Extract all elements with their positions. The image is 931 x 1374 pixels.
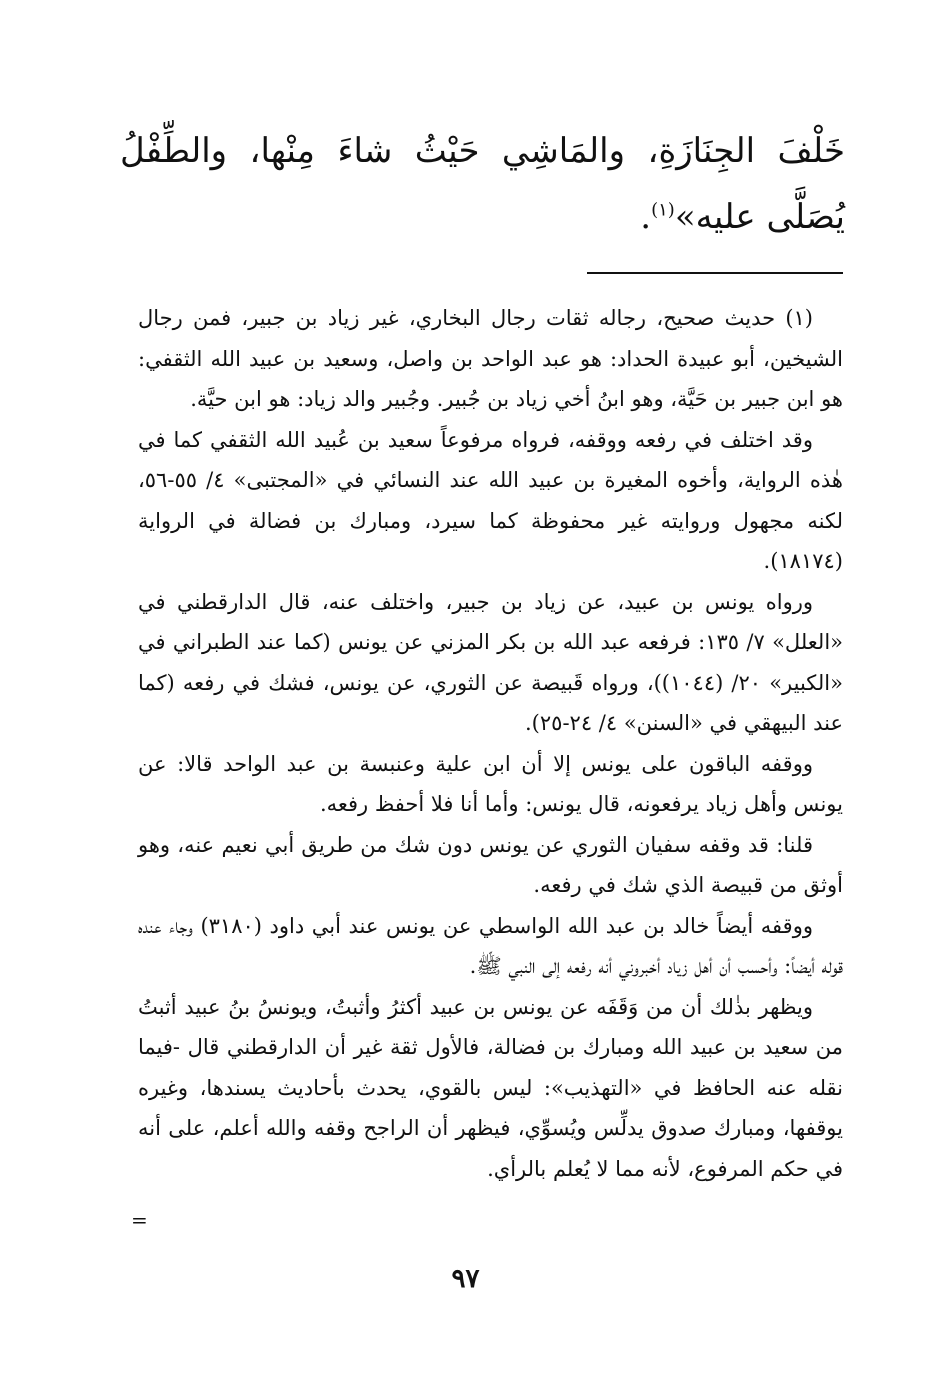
main-text: خَلْفَ الجِنَازَةِ، والمَاشِي حَيْثُ شاءَ مِنْها، والطِّفْلُ يُصَلَّى عليه»: [120, 131, 845, 237]
main-text-block: [120, 118, 845, 250]
footnote-paragraph: قلنا: قد وقفه سفيان الثوري عن يونس دون شك من طريق أبي نعيم عنه، وهو أوثق من قبيصة الذي شك في رفعه.: [138, 832, 843, 897]
footnote-paragraph: ورواه يونس بن عبيد، عن زياد بن جبير، واختلف عنه، قال الدارقطني في «العلل» ٧/ ١٣٥: فرفعه عبد الله بن بكر المزني عن يونس (كما عند الطبراني في «الكبير» ٢٠/ (١٠٤٤))، ورواه قَبيصة عن الثوري، عن يونس، فشك في رفعه (كما عند البيهقي في «السنن» ٤/ ٢٤-٢٥).: [138, 589, 843, 735]
footnote-separator-line: [587, 272, 843, 274]
footnote-paragraph: وقد اختلف في رفعه ووقفه، فرواه مرفوعاً سعيد بن عُبيد الله الثقفي كما في هٰذه الرواية، وأخوه المغيرة بن عبيد الله عند النسائي في «المجتبى» ٤/ ٥٥-٥٦، لكنه مجهول وروايته غير محفوظة كما سيرد، ومبارك بن فضالة في الرواية (١٨١٧٤).: [138, 427, 843, 573]
footnote-paragraph: ووقفه أيضاً خالد بن عبد الله الواسطي عن يونس عند أبي داود (٣١٨٠) وجاء عنده قوله أيضاً: وأحسب أن أهل زياد أخبروني أنه رفعه إلى النبي ﷺ.: [138, 913, 843, 978]
footnote-paragraph: ويظهر بذٰلك أن من وَقَفَه عن يونس بن عبيد أكثرُ وأثبتُ، ويونسُ بنُ عبيد أثبتُ من سعيد بن عبيد الله ومبارك بن فضالة، فالأول ثقة غير أن الدارقطني قال -فيما نقله عنه الحافظ في «التهذيب»: ليس بالقوي، يحدث بأحاديث يسندها، وغيره يوقفها، ومبارك صدوق يدلِّس ويُسوِّي، فيظهر أن الراجح وقفه والله أعلم، على أنه في حكم المرفوع، لأنه مما لا يُعلم بالرأي.: [138, 994, 843, 1181]
page-number: ٩٧: [451, 1264, 480, 1294]
footnote-paragraph: (١) حديث صحيح، رجاله ثقات رجال البخاري، غير زياد بن جبير، فمن رجال الشيخين، أبو عبيدة الحداد: هو عبد الواحد بن واصل، وسعيد بن عبيد الله الثقفي: هو ابن جبير بن حَيَّة، وهو ابنُ أخي زياد بن جُبير. وجُبير والد زياد: هو ابن حيَّة.: [138, 306, 843, 411]
footnote-paragraph: ووقفه الباقون على يونس إلا أن ابن علية وعنبسة بن عبد الواحد قالا: عن يونس وأهل زياد يرفعونه، قال يونس: وأما أنا فلا أحفظ رفعه.: [138, 751, 843, 816]
footnotes-block: [138, 298, 843, 1189]
footnote-reference: (١): [651, 199, 675, 221]
main-text-end-punctuation: .: [640, 197, 652, 237]
continuation-mark: =: [131, 1208, 148, 1232]
